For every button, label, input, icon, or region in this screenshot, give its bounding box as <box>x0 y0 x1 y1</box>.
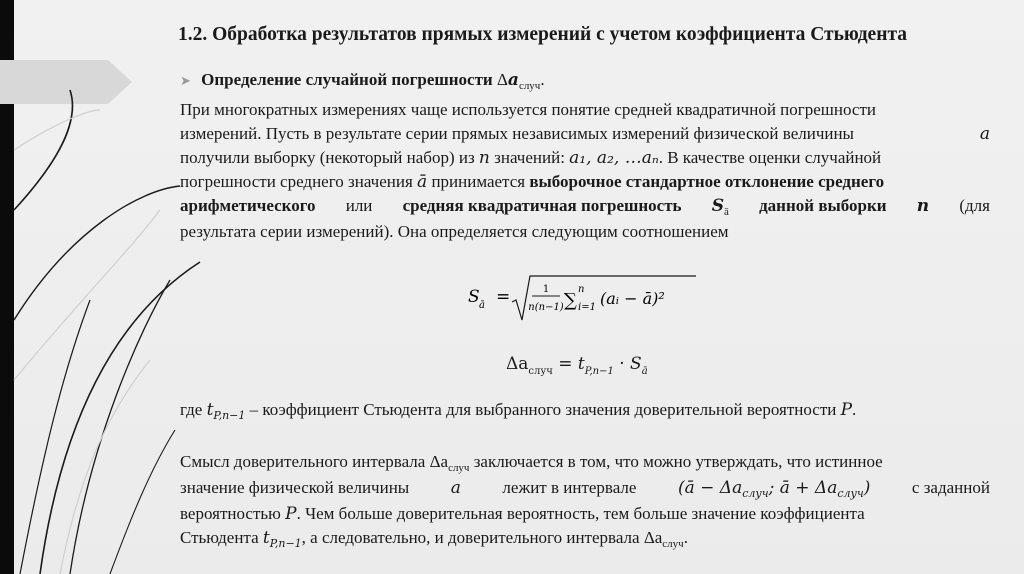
para1-line6: результата серии измерений). Она определяется следующим соотношением <box>180 222 729 241</box>
bullet-var: a <box>507 70 519 90</box>
page-title: 1.2. Обработка результатов прямых измерений с учетом коэффициента Стьюдента <box>178 24 908 45</box>
para3-line3: вероятностью P. Чем больше доверительная вероятность, тем больше значение коэффициента <box>180 504 865 524</box>
formula1-body: (aᵢ − ā)² <box>600 289 665 308</box>
para1-line3: получили выборку (некоторый набор) из n значений: a₁, a₂, …aₙ. В качестве оценки случайной <box>180 148 882 168</box>
std-error-formula <box>468 272 708 324</box>
formula1-lhs: S <box>468 287 480 307</box>
formula1-lhs-sub: ā <box>479 300 485 311</box>
confidence-formula: $\Delta a_{случ} = t_{P,n-1} \cdot S_ā$ <box>506 354 648 377</box>
para3-line1: Смысл доверительного интервала $\Delta a_{случ}$ заключается в том, что можно утверждать, что истинное <box>180 452 883 474</box>
para1-line1: При многократных измерениях чаще используется понятие средней квадратичной погрешности <box>180 100 876 119</box>
sum-top: n <box>578 284 585 295</box>
para3-line4: Стьюдента $t_{P,n-1}$, а следовательно, и доверительного интервала $\Delta a_{случ}$. <box>180 528 688 550</box>
para1-line4: погрешности среднего значения ā принимается выборочное стандартное отклонение среднего <box>180 172 885 192</box>
formula2-t: = t <box>558 354 585 374</box>
delta-symbol: Δ <box>496 70 508 89</box>
formula2-s: · S <box>619 354 642 374</box>
para3-line2: значение физической величины a лежит в интервале (ā − $\Delta a_{случ}$; ā + $\Delta a_{случ}$) с заданной <box>180 478 990 500</box>
paragraph-intro <box>180 98 990 244</box>
arrow-bullet-icon: ➤ <box>180 74 191 89</box>
paragraph-interval <box>180 450 990 552</box>
para1-line5: арифметического или средняя квадратичная погрешность $S_ā$ данной выборки n (для <box>180 196 990 218</box>
bullet-label: Определение случайной погрешности <box>201 70 493 89</box>
bullet-end: . <box>540 70 545 89</box>
formula2-delta: Δa <box>506 354 529 374</box>
left-black-bar <box>0 0 14 574</box>
sum-sign: ∑ <box>564 290 577 311</box>
paragraph-student: где $t_{P,n-1}$ – коэффициент Стьюдента для выбранного значения доверительной вероятности P. <box>180 400 857 422</box>
para1-line2: измерений. Пусть в результате серии прямых независимых измерений физической величины a <box>180 124 990 144</box>
formula1-eq: = <box>496 287 511 307</box>
formula1-num: 1 <box>542 284 550 295</box>
formula1-den: n(n−1) <box>528 302 564 313</box>
bullet-sub: случ <box>518 80 541 92</box>
bullet-heading <box>180 70 545 90</box>
sum-bottom: i=1 <box>578 302 596 313</box>
